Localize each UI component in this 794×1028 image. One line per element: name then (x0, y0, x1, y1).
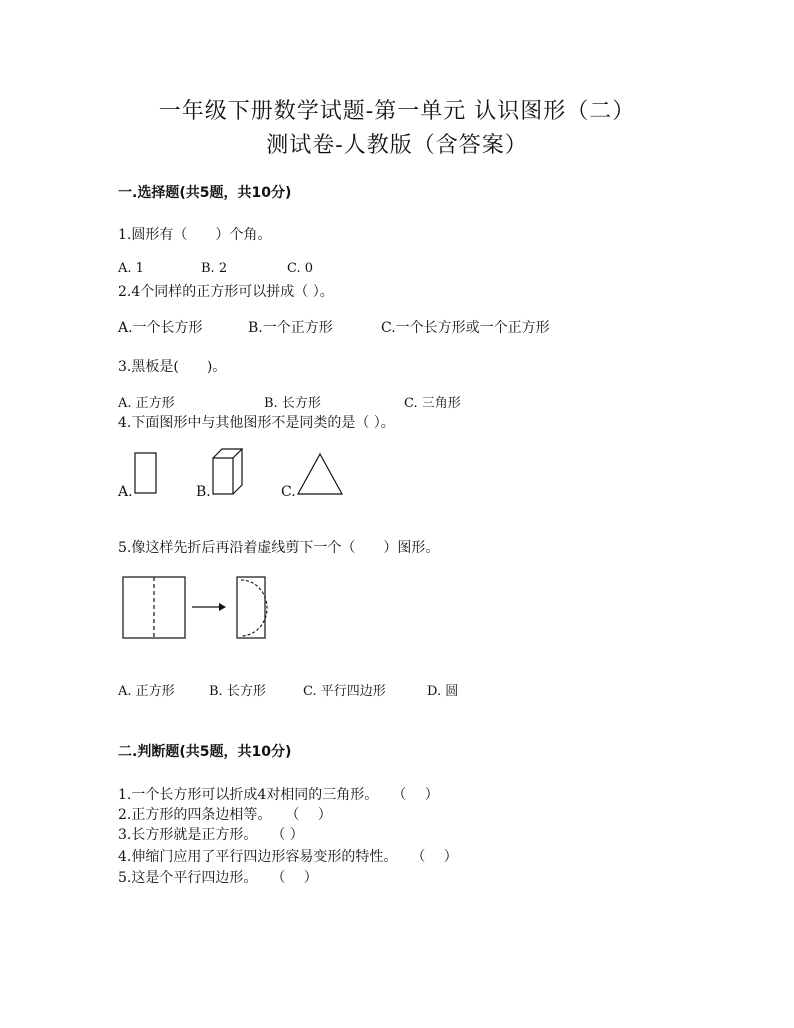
q3-option-c: C. 三角形 (404, 396, 461, 411)
q1-option-b: B. 2 (201, 261, 228, 276)
q1-option-c: C. 0 (287, 261, 314, 276)
judge-item-2: 2.正方形的四条边相等。 （ ） (118, 807, 332, 823)
cut-line (241, 580, 267, 636)
q2-option-b: B.一个正方形 (248, 320, 333, 336)
q5-stem: 5.像这样先折后再沿着虚线剪下一个（ ）图形。 (118, 540, 440, 556)
document-title-line2: 测试卷-人教版（含答案） (266, 133, 528, 158)
q3-option-b: B. 长方形 (264, 396, 321, 411)
judge-item-4: 4.伸缩门应用了平行四边形容易变形的特性。 （ ） (118, 849, 458, 865)
q3-option-a: A. 正方形 (118, 396, 175, 411)
cuboid-figure (212, 448, 244, 496)
q5-option-b: B. 长方形 (209, 684, 266, 699)
rectangle-figure (134, 452, 158, 494)
judge-item-1: 1.一个长方形可以折成4对相同的三角形。 （ ） (118, 787, 439, 803)
judge-item-5: 5.这是个平行四边形。 （ ） (118, 870, 318, 886)
q4-option-c: C. (281, 484, 296, 500)
q5-option-c: C. 平行四边形 (303, 684, 386, 699)
q2-option-a: A.一个长方形 (118, 320, 203, 336)
section1-heading: 一.选择题(共5题，共10分) (118, 185, 292, 201)
q2-option-c: C.一个长方形或一个正方形 (381, 320, 550, 336)
q1-option-a: A. 1 (118, 261, 144, 276)
q5-option-a: A. 正方形 (118, 684, 175, 699)
q3-stem: 3.黑板是( )。 (118, 359, 227, 375)
q5-option-d: D. 圆 (427, 684, 459, 699)
q4-option-b: B. (196, 484, 211, 500)
q4-stem: 4.下面图形中与其他图形不是同类的是（ ）。 (118, 415, 395, 431)
judge-item-3: 3.长方形就是正方形。 （ ） (118, 827, 304, 843)
q2-stem: 2.4个同样的正方形可以拼成（ ）。 (118, 284, 334, 300)
q1-stem: 1.圆形有（ ）个角。 (118, 227, 272, 243)
q4-option-a: A. (118, 484, 133, 500)
document-title-line1: 一年级下册数学试题-第一单元 认识图形（二） (158, 99, 636, 124)
fold-cut-diagram (122, 576, 272, 640)
section2-heading: 二.判断题(共5题，共10分) (118, 744, 292, 760)
triangle-figure (296, 452, 344, 496)
folded-paper (237, 577, 265, 638)
